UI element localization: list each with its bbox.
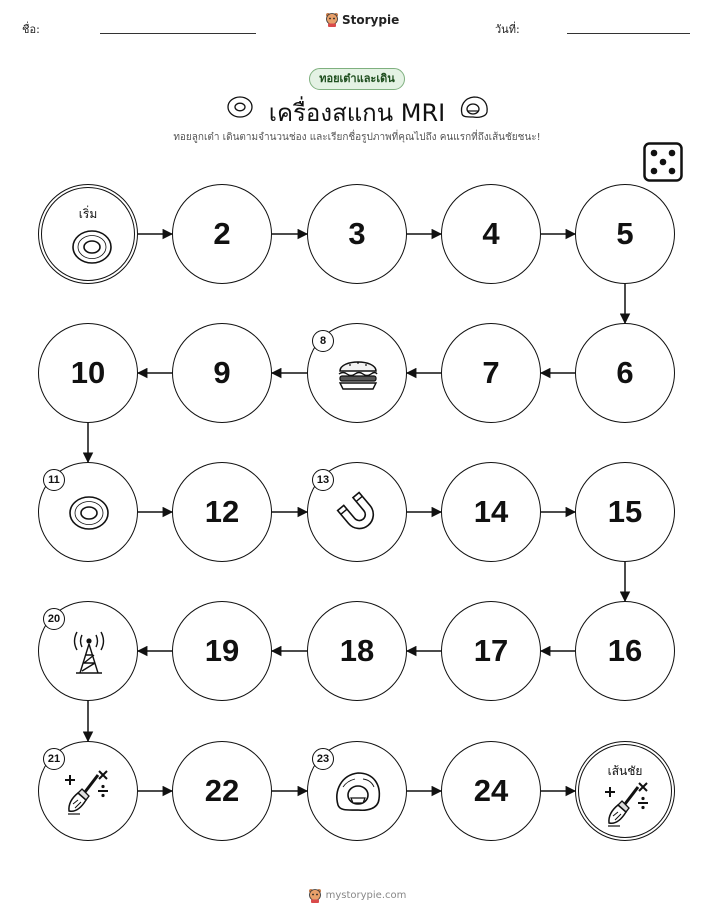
board-space-20[interactable] [38, 601, 138, 701]
board-space-16[interactable] [575, 601, 675, 701]
space-number: 15 [607, 494, 643, 529]
board-space-17[interactable] [441, 601, 541, 701]
instructions: ทอยลูกเต๋า เดินตามจำนวนช่อง และเรียกชื่อรูปภาพที่คุณไปถึง คนแรกที่ถึงเส้นชัยชนะ! [173, 132, 541, 143]
mri-scanner-icon [333, 767, 383, 817]
space-number-badge: 11 [43, 469, 65, 491]
footer [0, 888, 714, 903]
space-number: 9 [213, 355, 231, 390]
space-number: 14 [473, 494, 509, 529]
board-space-14[interactable] [441, 462, 541, 562]
radio-tower-icon [64, 627, 114, 677]
brand-name: Storypie [342, 12, 400, 27]
space-number: 6 [616, 355, 634, 390]
space-number: 12 [204, 494, 240, 529]
board-space-8[interactable] [307, 323, 407, 423]
donut-icon [64, 488, 114, 538]
board-space-18[interactable] [307, 601, 407, 701]
space-number: 18 [339, 633, 375, 668]
board-space-4[interactable] [441, 184, 541, 284]
space-number: 7 [482, 355, 500, 390]
date-label: วันที่: [495, 23, 520, 36]
page-title: เครื่องสแกน MRI [268, 99, 446, 127]
space-number: 4 [482, 216, 500, 251]
space-number: 3 [348, 216, 366, 251]
board-space-1[interactable] [38, 184, 138, 284]
space-number: 16 [607, 633, 643, 668]
space-number: 10 [70, 355, 106, 390]
board-space-22[interactable] [172, 741, 272, 841]
space-number: 24 [473, 773, 509, 808]
burger-icon [333, 349, 383, 399]
board-space-5[interactable] [575, 184, 675, 284]
board-space-19[interactable] [172, 601, 272, 701]
board-space-9[interactable] [172, 323, 272, 423]
storypie-mascot-icon [308, 888, 322, 903]
board-space-6[interactable] [575, 323, 675, 423]
art-math-icon [64, 767, 114, 817]
space-number: 5 [616, 216, 634, 251]
board-space-21[interactable] [38, 741, 138, 841]
name-label: ชื่อ: [22, 23, 40, 36]
space-number-badge: 21 [43, 748, 65, 770]
art-math-icon [604, 779, 654, 829]
space-number-badge: 13 [312, 469, 334, 491]
board-space-11[interactable] [38, 462, 138, 562]
magnet-icon [333, 488, 383, 538]
space-number-badge: 23 [312, 748, 334, 770]
board-space-24[interactable] [441, 741, 541, 841]
board-space-15[interactable] [575, 462, 675, 562]
board-space-12[interactable] [172, 462, 272, 562]
board-space-23[interactable] [307, 741, 407, 841]
donut-icon [67, 222, 117, 272]
board-space-7[interactable] [441, 323, 541, 423]
space-number: 22 [204, 773, 240, 808]
space-number-badge: 20 [43, 608, 65, 630]
space-number: 2 [213, 216, 231, 251]
board-space-2[interactable] [172, 184, 272, 284]
footer-site: mystorypie.com [325, 890, 407, 901]
board-space-10[interactable] [38, 323, 138, 423]
finish-label: เส้นชัย [607, 764, 643, 778]
space-number: 17 [473, 633, 509, 668]
board-space-3[interactable] [307, 184, 407, 284]
space-number: 19 [204, 633, 240, 668]
space-number-badge: 8 [312, 330, 334, 352]
board-space-25[interactable] [575, 741, 675, 841]
board-space-13[interactable] [307, 462, 407, 562]
game-type-badge: ทอยเต๋าและเดิน [309, 68, 405, 90]
start-label: เริ่ม [78, 207, 98, 221]
